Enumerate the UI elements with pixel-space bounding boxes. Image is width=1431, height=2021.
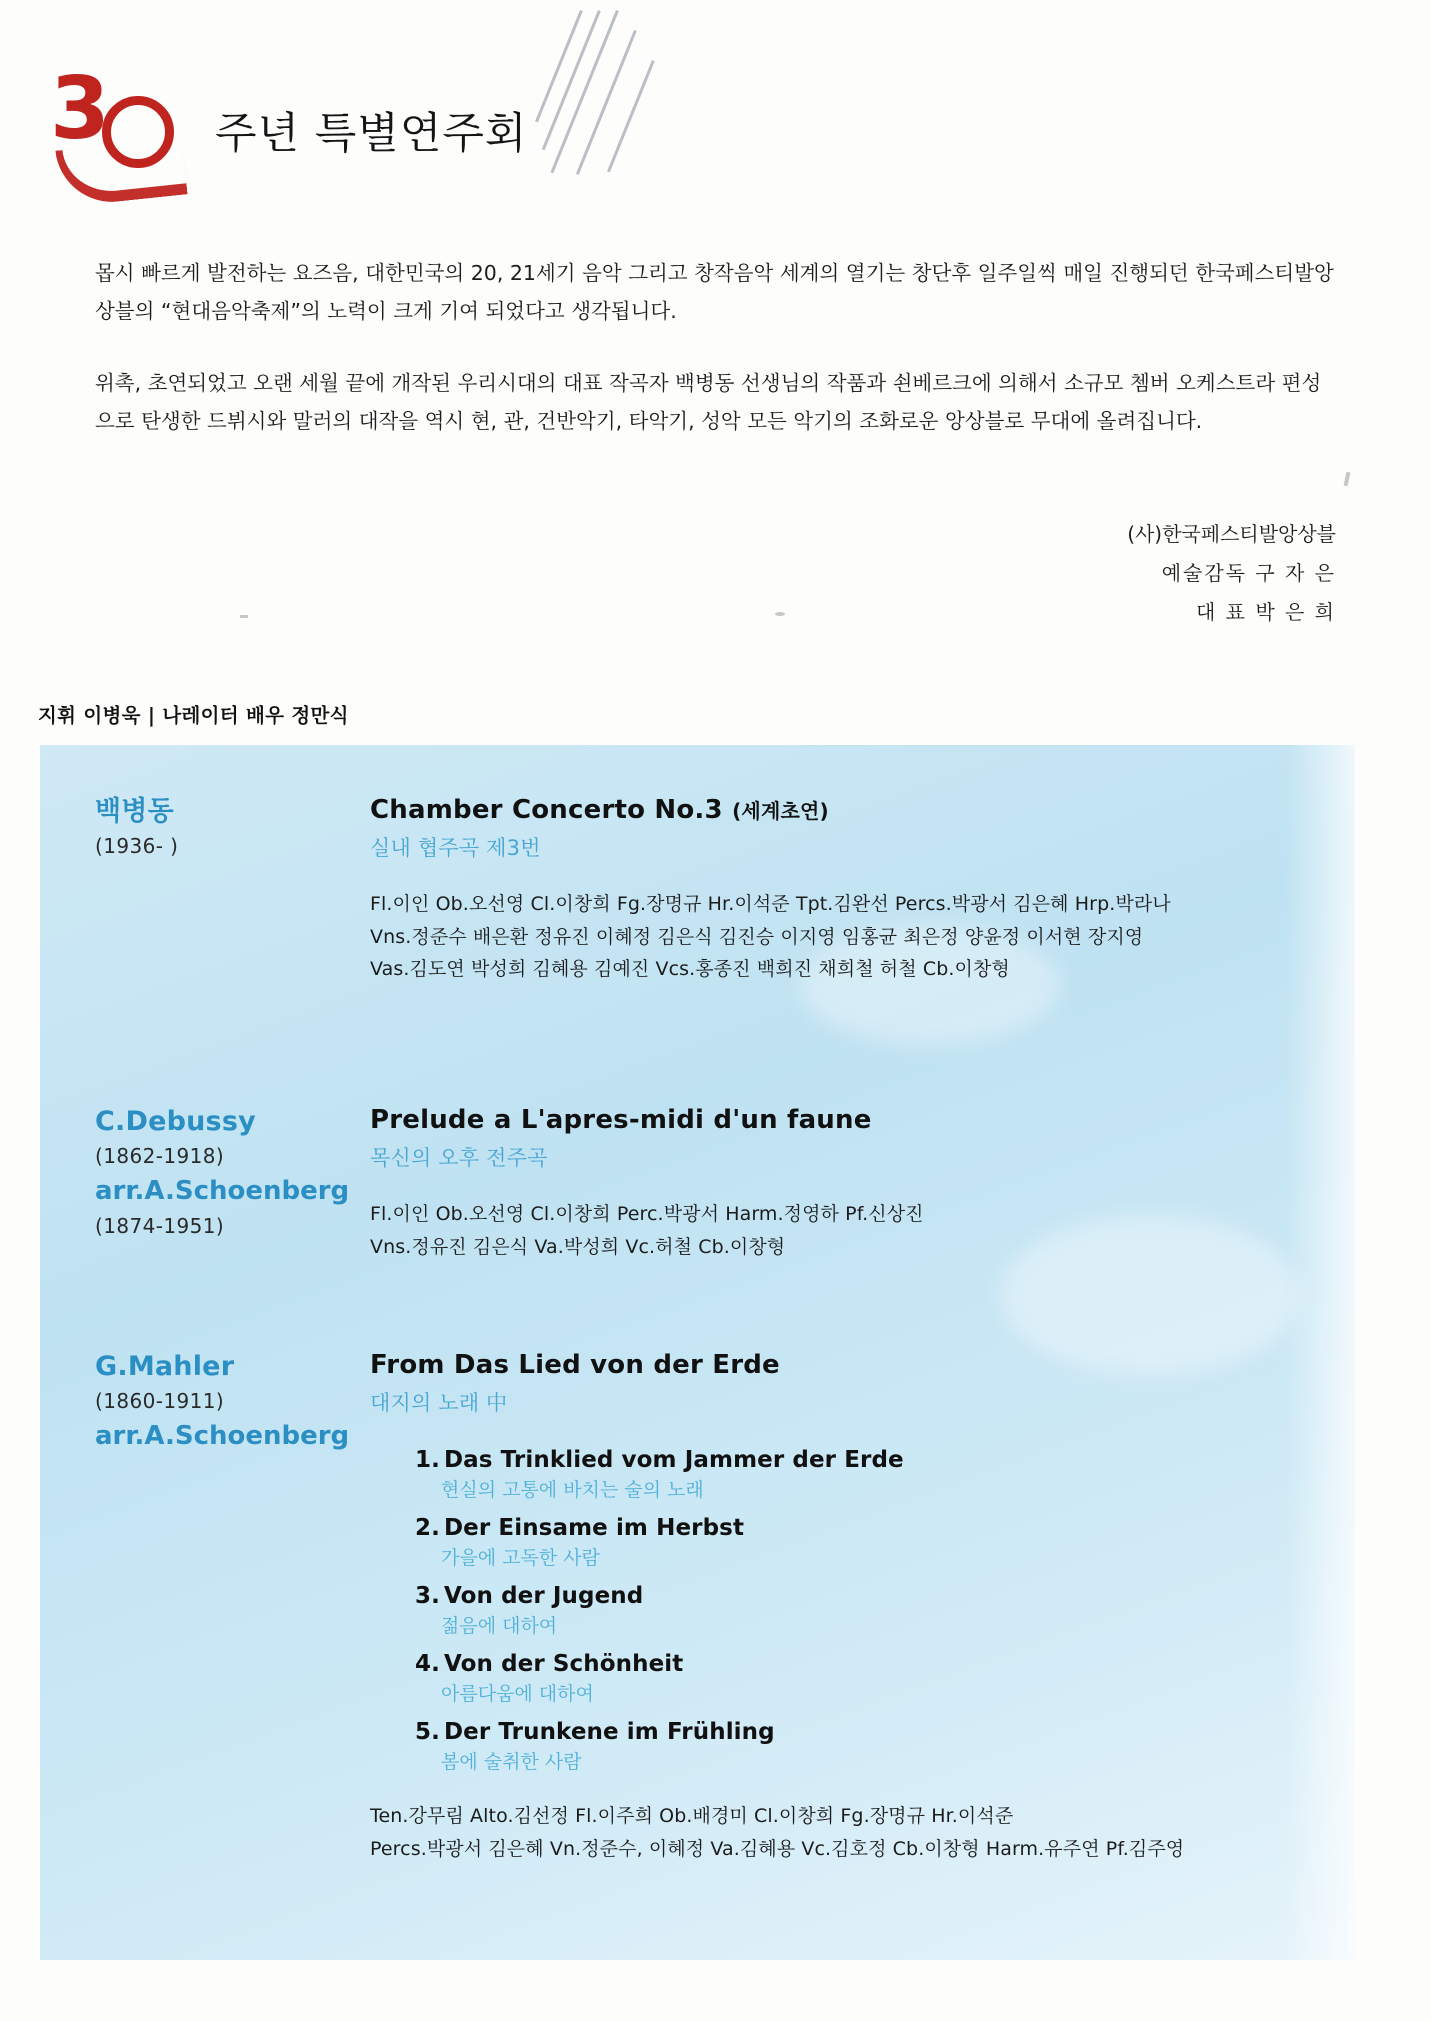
performers-line: Vas.김도연 박성희 김혜용 김예진 Vcs.홍종진 백희진 채희철 허철 Cb.이창형 [370, 958, 1010, 981]
work-title [370, 1350, 1300, 1380]
performers-list [370, 888, 1300, 986]
arranger-years: (1874-1951) [95, 1213, 225, 1238]
diagonal-stripes-icon [570, 10, 720, 210]
work-title-text: Chamber Concerto No.3 [370, 795, 723, 825]
movement-item [415, 1447, 1300, 1502]
movement-subtitle: 가을에 고독한 사람 [441, 1547, 600, 1569]
movement-number: 3. [415, 1583, 440, 1609]
movement-title: Von der Jugend [443, 1583, 644, 1609]
work-title-note: (세계초연) [732, 799, 829, 823]
composer-block [95, 1105, 350, 1241]
performers-line: Fl.이인 Ob.오선영 Cl.이창희 Perc.박광서 Harm.정영하 Pf.신상진 [370, 1203, 924, 1225]
movement-number: 1. [415, 1447, 440, 1473]
arranger-name: arr.A.Schoenberg [95, 1175, 350, 1206]
performers-line: Ten.강무림 Alto.김선정 Fl.이주희 Ob.배경미 Cl.이창희 Fg.장명규 Hr.이석준 [370, 1805, 1014, 1827]
movement-title: Das Trinklied vom Jammer der Erde [443, 1447, 904, 1473]
work-title [370, 1105, 1300, 1135]
movement-title: Der Einsame im Herbst [443, 1515, 745, 1541]
signature-artistic-director: 예술감독 구 자 은 [1161, 561, 1336, 585]
work-title-text: Prelude a L'apres-midi d'un faune [370, 1105, 872, 1135]
work-title [370, 795, 1300, 825]
work-block [370, 1350, 1300, 1865]
work-block [370, 1105, 1300, 1263]
movement-subtitle: 봄에 술취한 사람 [441, 1751, 582, 1773]
scan-speck [775, 612, 785, 616]
work-subtitle: 대지의 노래 中 [370, 1391, 508, 1415]
work-title-text: From Das Lied von der Erde [370, 1350, 780, 1380]
page-title: 주년 특별연주회 [215, 109, 528, 159]
performers-list [370, 1800, 1300, 1865]
movement-item [415, 1651, 1300, 1706]
movement-item [415, 1719, 1300, 1774]
movement-subtitle: 아름다움에 대하여 [441, 1683, 594, 1705]
movement-item [415, 1515, 1300, 1570]
signature-representative: 대 표 박 은 희 [1195, 600, 1336, 624]
scan-speck [240, 615, 248, 618]
movement-number: 4. [415, 1651, 440, 1677]
performers-list [370, 1198, 1300, 1263]
composer-name: G.Mahler [95, 1351, 235, 1382]
movement-subtitle: 젊음에 대하여 [441, 1615, 558, 1637]
credits-line: 지휘 이병욱 | 나레이터 배우 정만식 [38, 704, 349, 727]
work-subtitle: 실내 협주곡 제3번 [370, 836, 541, 860]
composer-block [95, 795, 345, 861]
intro-text [95, 255, 1335, 475]
signature-organization: (사)한국페스티발앙상블 [1127, 522, 1336, 546]
movement-subtitle: 현실의 고통에 바치는 술의 노래 [441, 1479, 704, 1501]
logo-number: 3 [50, 59, 110, 159]
logo-brush-swoosh-icon [55, 138, 187, 208]
composer-years: (1936- ) [95, 833, 179, 858]
intro-paragraph-1: 몹시 빠르게 발전하는 요즈음, 대한민국의 20, 21세기 음악 그리고 창작음악 세계의 열기는 창단후 일주일씩 매일 진행되던 한국페스티발앙상블의 “현대음악축제”의 노력이 크게 기여 되었다고 생각됩니다. [95, 261, 1334, 323]
composer-years: (1862-1918) [95, 1143, 225, 1168]
movement-title: Der Trunkene im Frühling [443, 1719, 775, 1745]
intro-paragraph-2: 위촉, 초연되었고 오랜 세월 끝에 개작된 우리시대의 대표 작곡자 백병동 선생님의 작품과 쇤베르크에 의해서 소규모 쳄버 오케스트라 편성으로 탄생한 드뷔시와 말러의 대작을 역시 현, 관, 건반악기, 타악기, 성악 모든 악기의 조화로운 앙상블로 무대에 올려집니다. [95, 370, 1322, 433]
arranger-name: arr.A.Schoenberg [95, 1420, 350, 1451]
work-block [370, 795, 1300, 986]
composer-name: C.Debussy [95, 1106, 256, 1137]
scan-speck [1344, 472, 1351, 487]
movement-number: 5. [415, 1719, 440, 1745]
signature-block [876, 515, 1336, 632]
composer-years: (1860-1911) [95, 1388, 225, 1413]
header [40, 40, 660, 200]
work-subtitle: 목신의 오후 전주곡 [370, 1146, 548, 1170]
performers-line: Vns.정준수 배은환 정유진 이혜정 김은식 김진승 이지영 임홍균 최은정 양윤정 이서현 장지영 [370, 925, 1144, 948]
program-panel [40, 745, 1355, 1960]
performers-line: Fl.이인 Ob.오선영 Cl.이창희 Fg.장명규 Hr.이석준 Tpt.김완선 Percs.박광서 김은혜 Hrp.박라나 [370, 893, 1171, 915]
movement-item [415, 1583, 1300, 1638]
composer-name: 백병동 [95, 796, 174, 827]
performers-line: Percs.박광서 김은혜 Vn.정준수, 이혜정 Va.김혜용 Vc.김호정 Cb.이창형 Harm.유주연 Pf.김주영 [370, 1837, 1185, 1860]
anniversary-logo-icon [50, 59, 210, 180]
performers-line: Vns.정유진 김은식 Va.박성희 Vc.허철 Cb.이창형 [370, 1235, 786, 1258]
movement-title: Von der Schönheit [443, 1651, 684, 1677]
movement-number: 2. [415, 1515, 440, 1541]
movement-list [415, 1447, 1300, 1774]
composer-block [95, 1350, 350, 1454]
